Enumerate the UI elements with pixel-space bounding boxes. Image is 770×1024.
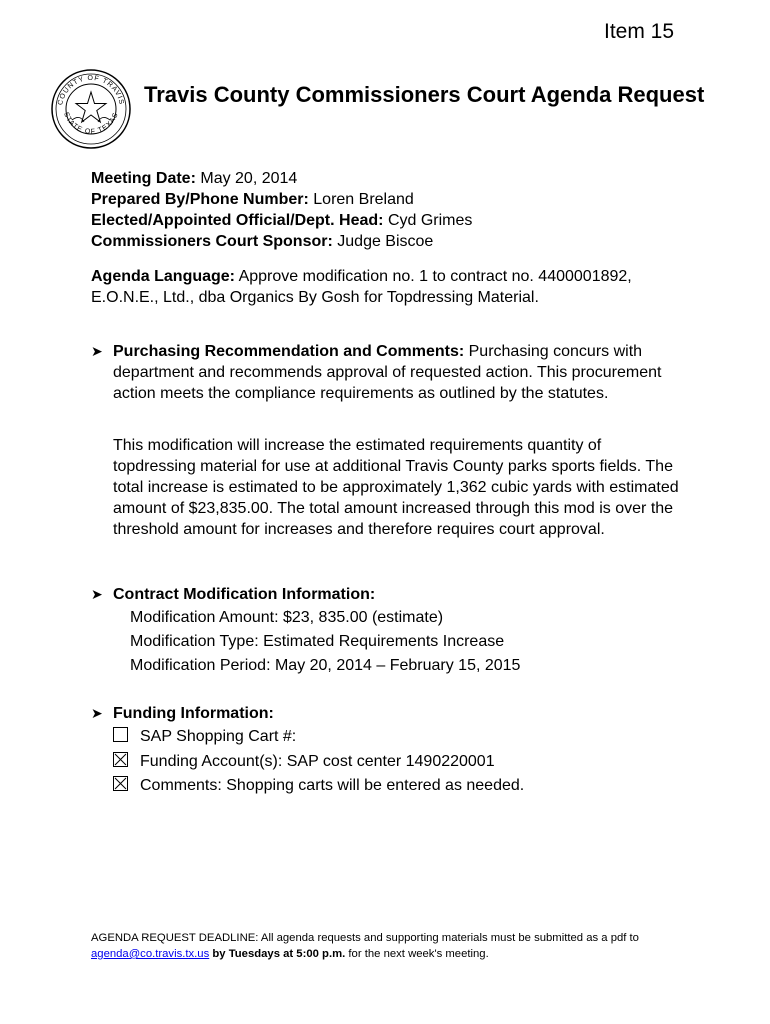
mod-amount: Modification Amount: $23, 835.00 (estimate) [130,609,444,626]
funding-row-text: Funding Account(s): SAP cost center 1490220001 [140,752,495,770]
purchasing-label: Purchasing Recommendation and Comments: [113,343,465,360]
footer-lead: AGENDA REQUEST DEADLINE: All agenda requests and supporting materials must be submitted as a pdf to [91,932,639,944]
prepared-by-label: Prepared By/Phone Number: [91,191,309,208]
funding-row-account [113,750,524,775]
footer-deadline: by Tuesdays at 5:00 p.m. [212,948,346,960]
svg-text:COUNTY OF TRAVIS: COUNTY OF TRAVIS [57,74,125,106]
svg-text:STATE OF TEXAS: STATE OF TEXAS [62,111,120,136]
contract-mod-section [91,584,691,605]
funding-row-text: Comments: Shopping carts will be entered as needed. [140,777,525,794]
purchasing-paragraph-2: This modification will increase the estimated requirements quantity of topdressing material for use at additional Travis County parks sports fields. The total increase is estimated to be approximately 1,362 cubic yards with estimated amount of $23,835.00. The total amount increased through this mod is over the threshold amount for increases and therefore requires court approval. [113,437,679,538]
item-number: Item 15 [604,20,675,43]
meeting-date-row [91,168,472,189]
checked-box-icon[interactable] [113,752,128,767]
funding-list [113,725,524,799]
official-label: Elected/Appointed Official/Dept. Head: [91,212,384,229]
meeting-date-label: Meeting Date: [91,170,196,187]
contract-mod-label: Contract Modification Information: [113,586,376,603]
sponsor-row [91,231,472,252]
sponsor-value: Judge Biscoe [337,233,434,250]
official-row [91,210,472,231]
mod-type: Modification Type: Estimated Requirements Increase [130,633,505,650]
funding-section [91,703,691,724]
purchasing-text: Purchasing concurs with department and recommends approval of requested action. This procurement action meets the compliance requirements as outlined by the statutes. [113,343,662,402]
meeting-date-value: May 20, 2014 [200,170,298,187]
meeting-meta [91,168,472,252]
sponsor-label: Commissioners Court Sponsor: [91,233,333,250]
checked-box-icon[interactable] [113,776,128,791]
county-seal-logo [50,68,132,150]
prepared-by-value: Loren Breland [313,191,414,208]
arrow-bullet-icon: ➤ [91,705,103,721]
funding-row-text: SAP Shopping Cart #: [140,728,297,745]
agenda-language-text: Approve modification no. 1 to contract no. 4400001892, E.O.N.E., Ltd., dba Organics By Gosh for Topdressing Material. [91,268,632,306]
official-value: Cyd Grimes [387,212,473,229]
funding-label: Funding Information: [113,705,274,722]
agenda-language [91,266,651,308]
arrow-bullet-icon: ➤ [91,586,103,602]
arrow-bullet-icon: ➤ [91,343,103,359]
mod-period: Modification Period: May 20, 2014 – February 15, 2015 [130,657,521,674]
funding-row-shopping-cart [113,725,524,750]
unchecked-box-icon[interactable] [113,727,128,742]
agenda-language-label: Agenda Language: [91,268,236,285]
agenda-email-link[interactable]: agenda@co.travis.tx.us [91,948,210,960]
page-title: Travis County Commissioners Court Agenda Request [144,82,705,107]
purchasing-section [91,341,691,404]
footer-deadline-note [91,930,691,962]
funding-row-comments [113,774,524,799]
prepared-by-row [91,189,472,210]
contract-mod-details [130,606,520,678]
footer-tail: for the next week's meeting. [348,948,489,960]
